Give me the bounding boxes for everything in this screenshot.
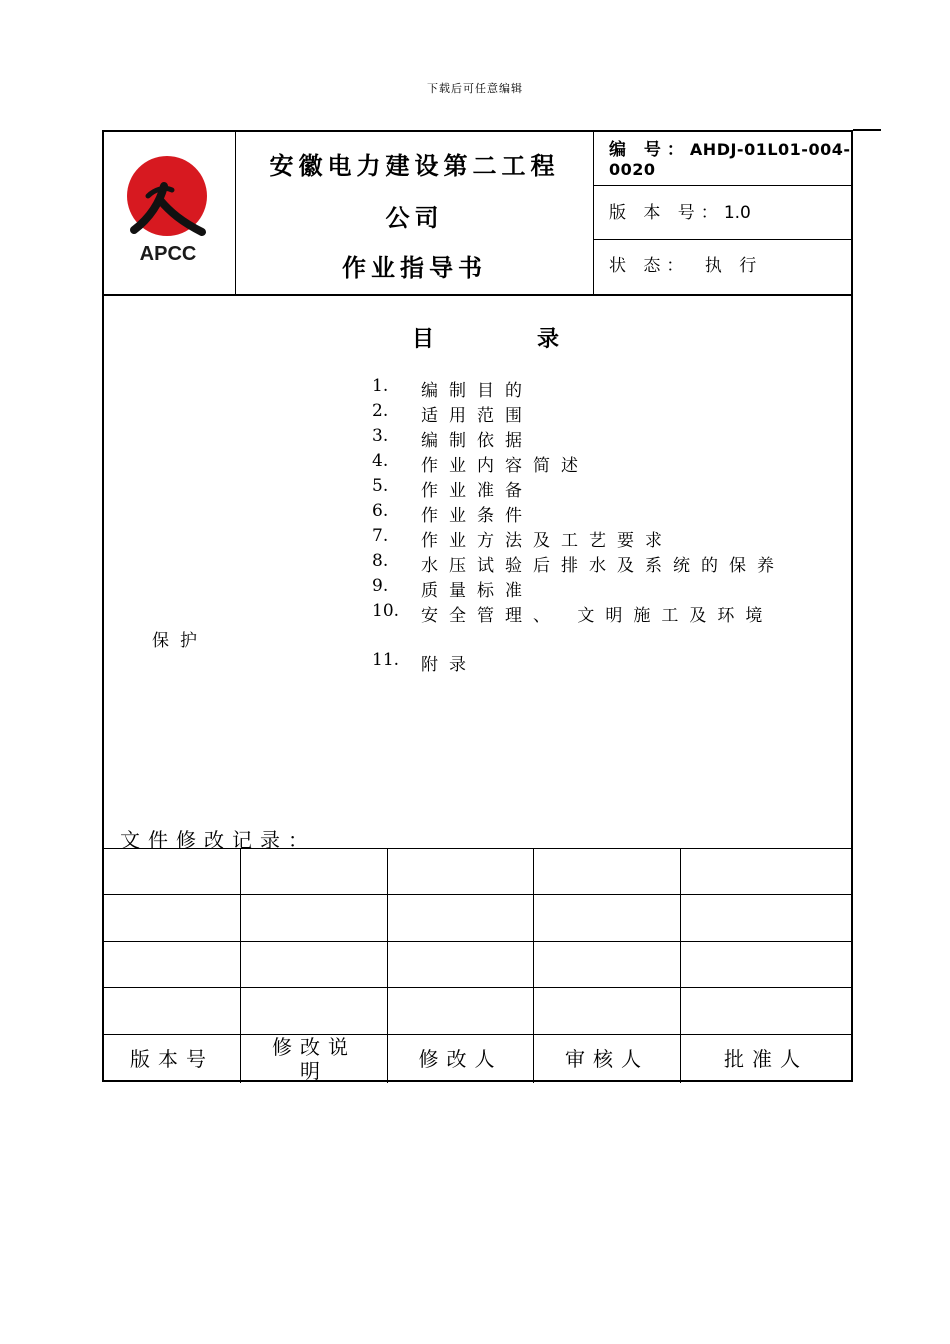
table-row: [104, 849, 851, 895]
toc-item-label: 质量标准: [421, 581, 533, 601]
header-modifier: 修改人: [388, 1035, 534, 1083]
toc-item-number: 4.: [372, 451, 389, 471]
toc-item-10-continuation: 保护: [152, 631, 208, 651]
table-cell: [104, 895, 241, 941]
table-header-row: [104, 1035, 851, 1083]
version-value: 1.0: [723, 203, 751, 223]
table-cell: [241, 849, 388, 894]
table-cell: [534, 988, 681, 1034]
toc-item-number: 3.: [372, 426, 389, 446]
code-row: [594, 132, 851, 186]
toc-item-number: 6.: [372, 501, 389, 521]
status-row: [594, 240, 851, 294]
header-line-extension: [853, 129, 881, 131]
table-cell: [241, 895, 388, 941]
toc-item-number: 5.: [372, 476, 389, 496]
header-version: 版本号: [104, 1035, 241, 1083]
table-cell: [681, 988, 851, 1034]
document-frame: [102, 130, 853, 1082]
table-cell: [388, 988, 534, 1034]
company-name-line2: 公司: [385, 204, 444, 232]
table-cell: [241, 942, 388, 987]
code-value-line1: AHDJ-01L01-004-: [689, 140, 851, 159]
toc-item-number: 9.: [372, 576, 389, 596]
logo-cell: [104, 132, 236, 294]
toc-item-label: 附录: [421, 655, 477, 675]
toc-item-label: 适用范围: [421, 406, 533, 426]
table-row: [104, 988, 851, 1035]
toc-item-number: 11.: [372, 650, 400, 670]
toc-item-number: 1.: [372, 376, 389, 396]
toc-item-number: 10.: [372, 601, 400, 621]
document-header: [104, 132, 851, 296]
table-row: [104, 942, 851, 988]
status-value: 执 行: [704, 256, 763, 276]
revision-record-label: 文件修改记录：: [120, 828, 316, 852]
document-type: 作业指导书: [342, 254, 487, 282]
header-change-description: 修改说明: [241, 1035, 388, 1083]
table-cell: [241, 988, 388, 1034]
toc-item-label: 作业方法及工艺要求: [421, 531, 673, 551]
toc-item-number: 8.: [372, 551, 389, 571]
table-cell: [388, 895, 534, 941]
table-cell: [681, 942, 851, 987]
table-cell: [681, 895, 851, 941]
table-cell: [104, 849, 241, 894]
header-reviewer: 审核人: [534, 1035, 681, 1083]
status-label: 状 态：: [609, 256, 690, 276]
toc-item-label: 水压试验后排水及系统的保养: [421, 556, 785, 576]
toc-title-left: 目: [412, 327, 435, 352]
toc-item-label: 作业准备: [421, 481, 533, 501]
table-cell: [534, 849, 681, 894]
toc-item-label: 安全管理、 文明施工及环境: [421, 606, 774, 626]
title-cell: [236, 132, 594, 294]
table-cell: [104, 942, 241, 987]
toc-title-right: 录: [537, 327, 560, 352]
meta-cell: [594, 132, 851, 294]
table-row: [104, 895, 851, 942]
logo-text: APCC: [139, 243, 197, 265]
toc-item-number: 2.: [372, 401, 389, 421]
toc-item-label: 编制目的: [421, 381, 533, 401]
code-label: 编 号：: [609, 140, 690, 160]
code-value-line2: 0020: [609, 160, 656, 179]
toc-item-number: 7.: [372, 526, 389, 546]
revision-table: [104, 848, 851, 1083]
toc-item-label: 作业条件: [421, 506, 533, 526]
table-cell: [534, 895, 681, 941]
header-approver: 批准人: [724, 1047, 808, 1071]
toc-item-label: 编制依据: [421, 431, 533, 451]
table-cell: [681, 849, 851, 894]
top-note: 下载后可任意编辑: [427, 82, 523, 95]
apcc-logo: [124, 156, 214, 266]
company-name-line1: 安徽电力建设第二工程: [269, 152, 560, 180]
version-row: [594, 186, 851, 240]
table-cell: [388, 942, 534, 987]
version-label: 版 本 号：: [609, 203, 724, 223]
toc-item-label: 作业内容简述: [421, 456, 589, 476]
table-cell: [534, 942, 681, 987]
table-cell: [388, 849, 534, 894]
table-cell: [104, 988, 241, 1034]
